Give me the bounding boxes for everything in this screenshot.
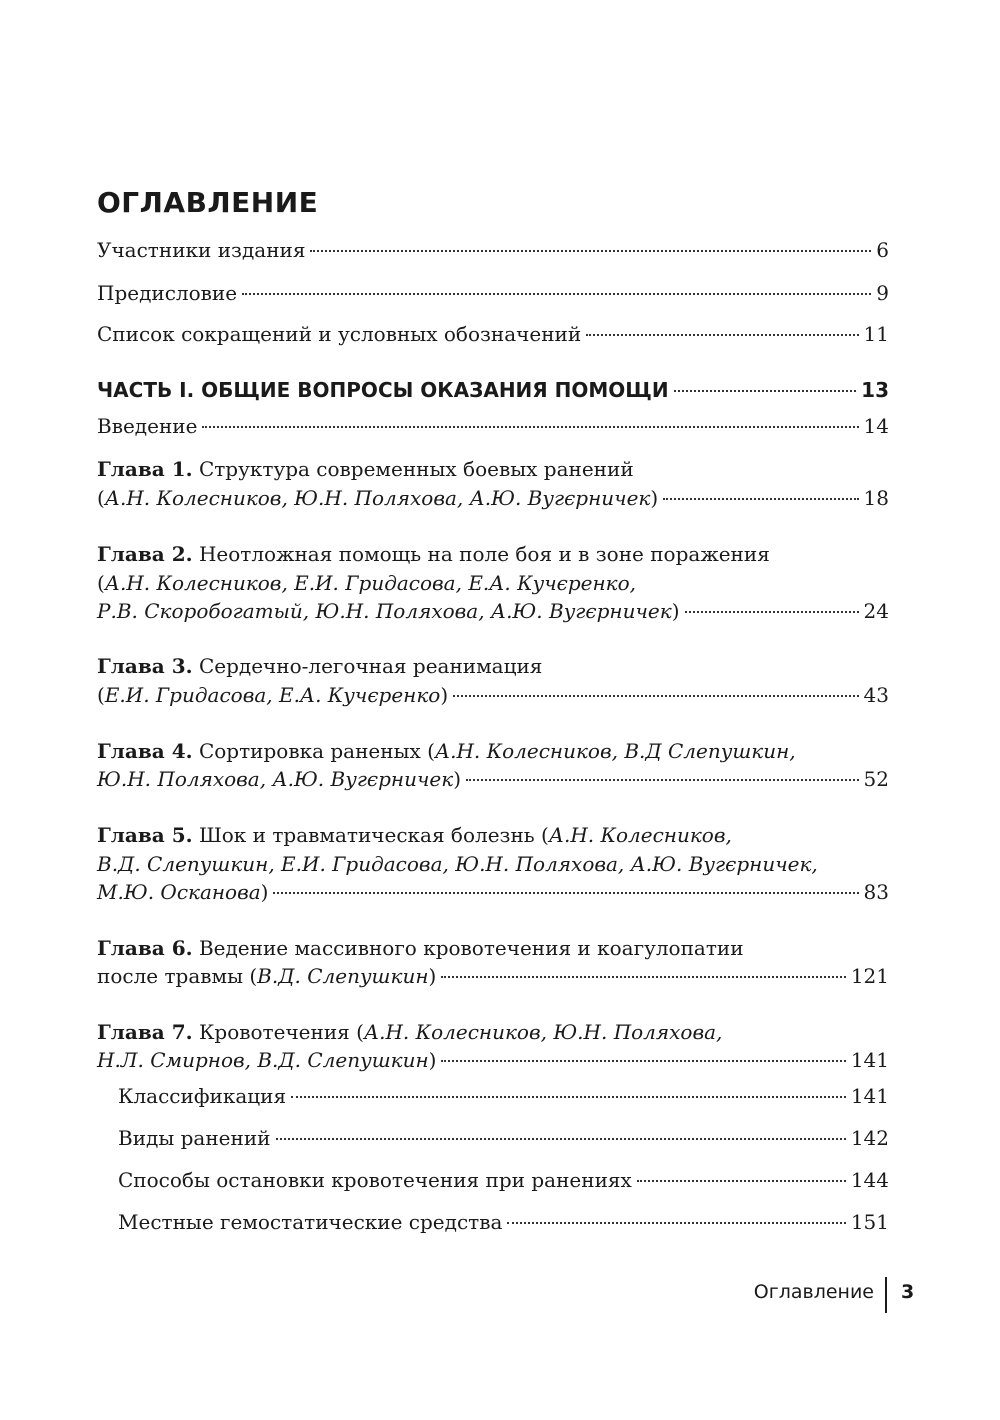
chapter-authors: Ю.Н. Поляхова, А.Ю. Вугєрничек) bbox=[97, 767, 462, 791]
authors-text: Н.Л. Смирнов, В.Д. Слепушкин bbox=[97, 1048, 429, 1072]
toc-chapter-6-title-line-end[interactable] bbox=[97, 964, 889, 988]
chapter-title: Ведение массивного кровотечения и коагулопатии bbox=[198, 936, 744, 960]
toc-page-number: 142 bbox=[850, 1126, 889, 1150]
page-number: 3 bbox=[901, 1281, 915, 1303]
running-footer-section: Оглавление bbox=[753, 1281, 874, 1303]
toc-entry-label: Список сокращений и условных обозначений bbox=[97, 322, 582, 346]
dot-leader bbox=[685, 611, 859, 613]
toc-entry-abbreviations[interactable] bbox=[97, 322, 889, 346]
chapter-authors: Н.Л. Смирнов, В.Д. Слепушкин) bbox=[97, 1048, 437, 1072]
authors-text: А.Н. Колесников, В.Д Слепушкин, bbox=[434, 739, 796, 763]
dot-leader bbox=[276, 1138, 846, 1140]
toc-entry-preface[interactable] bbox=[97, 281, 889, 305]
toc-chapter-3-authors-line[interactable] bbox=[97, 683, 889, 707]
toc-entry-participants[interactable] bbox=[97, 238, 889, 262]
authors-text: А.Н. Колесников, Е.И. Гридасова, Е.А. Кучєренко, bbox=[104, 571, 637, 595]
authors-text: Ю.Н. Поляхова, А.Ю. Вугєрничек bbox=[97, 767, 454, 791]
toc-subentry[interactable] bbox=[118, 1126, 889, 1150]
authors-text: А.Н. Колесников, Ю.Н. Поляхова, bbox=[363, 1020, 723, 1044]
authors-text: Р.В. Скоробогатый, Ю.Н. Поляхова, А.Ю. Вугєрничек bbox=[97, 599, 672, 623]
toc-chapter-2-authors-line: (А.Н. Колесников, Е.И. Гридасова, Е.А. Кучєренко, bbox=[97, 571, 637, 595]
toc-page-number: 144 bbox=[850, 1168, 889, 1192]
toc-page-number: 18 bbox=[863, 486, 889, 510]
toc-page-number: 6 bbox=[876, 238, 889, 262]
chapter-authors: Р.В. Скоробогатый, Ю.Н. Поляхова, А.Ю. Вугєрничек) bbox=[97, 599, 680, 623]
authors-text: В.Д. Слепушкин bbox=[257, 964, 429, 988]
dot-leader bbox=[441, 1060, 845, 1062]
chapter-number: Глава 1. bbox=[97, 457, 193, 481]
toc-entry-introduction[interactable] bbox=[97, 414, 889, 438]
chapter-authors: (А.Н. Колесников, Ю.Н. Поляхова, А.Ю. Вугєрничек) bbox=[97, 486, 659, 510]
toc-page-number: 24 bbox=[863, 599, 889, 623]
chapter-authors: (Е.И. Гридасова, Е.А. Кучєренко) bbox=[97, 683, 449, 707]
authors-text: М.Ю. Осканова bbox=[97, 880, 261, 904]
authors-text: А.Н. Колесников, Ю.Н. Поляхова, А.Ю. Вугєрничек bbox=[104, 486, 651, 510]
dot-leader bbox=[586, 334, 858, 336]
toc-chapter-4-title-line[interactable]: Глава 4. Сортировка раненых (А.Н. Колесников, В.Д Слепушкин, bbox=[97, 739, 796, 763]
chapter-title: Кровотечения bbox=[198, 1020, 350, 1044]
authors-text: В.Д. Слепушкин, Е.И. Гридасова, Ю.Н. Поляхова, А.Ю. Вугєрничек, bbox=[97, 852, 818, 876]
toc-chapter-2-authors-line-end[interactable] bbox=[97, 599, 889, 623]
toc-chapter-1-authors-line[interactable] bbox=[97, 486, 889, 510]
dot-leader bbox=[507, 1222, 845, 1224]
page-footer bbox=[0, 1277, 1000, 1317]
toc-page-number: 141 bbox=[850, 1084, 889, 1108]
page-title: ОГЛАВЛЕНИЕ bbox=[97, 186, 319, 219]
dot-leader bbox=[453, 695, 858, 697]
chapter-title: Структура современных боевых ранений bbox=[198, 457, 634, 481]
toc-chapter-7-authors-line[interactable] bbox=[97, 1048, 889, 1072]
toc-entry-label: Способы остановки кровотечения при ранениях bbox=[118, 1168, 632, 1192]
toc-entry-label: Участники издания bbox=[97, 238, 306, 262]
toc-chapter-3-title-line[interactable] bbox=[97, 654, 889, 678]
chapter-title: Шок и травматическая болезнь bbox=[198, 823, 535, 847]
authors-text: А.Н. Колесников, bbox=[548, 823, 732, 847]
dot-leader bbox=[674, 390, 857, 392]
chapter-authors: М.Ю. Осканова) bbox=[97, 880, 269, 904]
dot-leader bbox=[291, 1096, 846, 1098]
chapter-number: Глава 3. bbox=[97, 654, 193, 678]
toc-subentry[interactable] bbox=[118, 1168, 889, 1192]
dot-leader bbox=[242, 293, 871, 295]
chapter-title-continued: после травмы (В.Д. Слепушкин) bbox=[97, 964, 437, 988]
dot-leader bbox=[441, 976, 846, 978]
toc-chapter-6-title-line[interactable] bbox=[97, 936, 889, 960]
dot-leader bbox=[466, 779, 859, 781]
toc-page-number: 14 bbox=[863, 414, 889, 438]
toc-page-number: 11 bbox=[863, 322, 889, 346]
toc-page-number: 13 bbox=[861, 378, 889, 402]
toc-entry-label: Местные гемостатические средства bbox=[118, 1210, 503, 1234]
toc-subentry[interactable] bbox=[118, 1084, 889, 1108]
toc-page-number: 121 bbox=[850, 964, 889, 988]
dot-leader bbox=[202, 426, 858, 428]
toc-entry-label: Виды ранений bbox=[118, 1126, 271, 1150]
toc-chapter-2-title-line[interactable] bbox=[97, 542, 889, 566]
toc-page-number: 141 bbox=[850, 1048, 889, 1072]
chapter-number: Глава 2. bbox=[97, 542, 193, 566]
dot-leader bbox=[637, 1180, 846, 1182]
toc-chapter-7-title-line[interactable]: Глава 7. Кровотечения (А.Н. Колесников, Ю.Н. Поляхова, bbox=[97, 1020, 723, 1044]
chapter-title: Неотложная помощь на поле боя и в зоне поражения bbox=[198, 542, 770, 566]
dot-leader bbox=[310, 250, 871, 252]
toc-entry-part-1[interactable] bbox=[97, 378, 889, 402]
toc-chapter-1-title-line[interactable] bbox=[97, 457, 889, 481]
toc-page-number: 83 bbox=[863, 880, 889, 904]
toc-page-number: 151 bbox=[850, 1210, 889, 1234]
chapter-title: после травмы bbox=[97, 964, 243, 988]
toc-chapter-5-title-line[interactable]: Глава 5. Шок и травматическая болезнь (А.Н. Колесников, bbox=[97, 823, 732, 847]
chapter-number: Глава 5. bbox=[97, 823, 193, 847]
chapter-number: Глава 6. bbox=[97, 936, 193, 960]
toc-chapter-5-authors-line bbox=[97, 852, 889, 876]
toc-page-number: 52 bbox=[863, 767, 889, 791]
toc-page-number: 43 bbox=[863, 683, 889, 707]
toc-page-number: 9 bbox=[876, 281, 889, 305]
dot-leader bbox=[273, 892, 858, 894]
toc-chapter-4-authors-line[interactable] bbox=[97, 767, 889, 791]
authors-text: Е.И. Гридасова, Е.А. Кучєренко bbox=[104, 683, 441, 707]
toc-entry-label: ЧАСТЬ I. ОБЩИЕ ВОПРОСЫ ОКАЗАНИЯ ПОМОЩИ bbox=[97, 378, 669, 402]
chapter-title: Сердечно-легочная реанимация bbox=[198, 654, 543, 678]
chapter-number: Глава 7. bbox=[97, 1020, 193, 1044]
chapter-number: Глава 4. bbox=[97, 739, 193, 763]
toc-chapter-5-authors-line-end[interactable] bbox=[97, 880, 889, 904]
toc-entry-label: Предисловие bbox=[97, 281, 238, 305]
chapter-title: Сортировка раненых bbox=[198, 739, 421, 763]
toc-entry-label: Введение bbox=[97, 414, 198, 438]
toc-entry-label: Классификация bbox=[118, 1084, 287, 1108]
footer-divider bbox=[885, 1277, 887, 1313]
toc-subentry[interactable] bbox=[118, 1210, 889, 1234]
dot-leader bbox=[663, 498, 858, 500]
